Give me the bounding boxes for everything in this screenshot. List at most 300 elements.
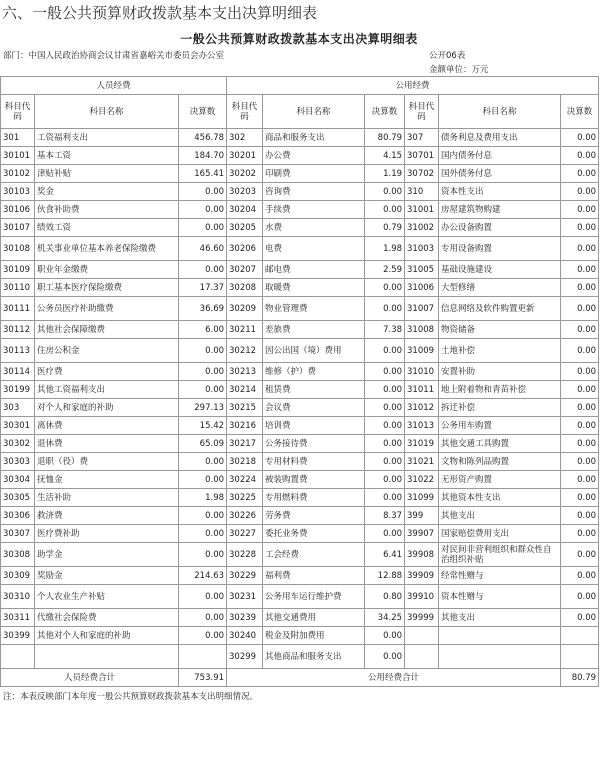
cell-amount: 1.98 [179, 489, 227, 507]
cell-name: 对个人和家庭的补助 [35, 399, 179, 417]
table-row [1, 381, 599, 399]
cell-name: 维修（护）费 [263, 363, 365, 381]
cell-amount: 0.00 [365, 435, 405, 453]
cell-code: 30299 [227, 645, 263, 669]
cell-name: 拆迁补偿 [439, 399, 561, 417]
cell-code: 30240 [227, 627, 263, 645]
cell-code: 30218 [227, 453, 263, 471]
cell-name: 其他支出 [439, 507, 561, 525]
col-code-header: 科目代码 [405, 95, 439, 129]
cell-amount: 165.41 [179, 165, 227, 183]
cell-name: 奖金 [35, 183, 179, 201]
cell-amount: 0.00 [179, 339, 227, 363]
cell-name: 被装购置费 [263, 471, 365, 489]
cell-amount: 0.00 [365, 381, 405, 399]
table-row [1, 297, 599, 321]
cell-amount: 0.00 [561, 609, 599, 627]
cell-amount: 0.00 [179, 609, 227, 627]
cell-code: 30109 [1, 261, 35, 279]
personnel-total-label: 人员经费合计 [1, 669, 179, 687]
cell-name: 债务利息及费用支出 [439, 129, 561, 147]
cell-code: 30114 [1, 363, 35, 381]
cell-code: 30108 [1, 237, 35, 261]
cell-code: 30203 [227, 183, 263, 201]
cell-name: 其他支出 [439, 609, 561, 627]
cell-code: 30303 [1, 453, 35, 471]
cell-amount [561, 645, 599, 669]
cell-amount: 0.00 [365, 645, 405, 669]
cell-amount: 0.00 [561, 279, 599, 297]
cell-code: 307 [405, 129, 439, 147]
cell-code: 30239 [227, 609, 263, 627]
table-row [1, 219, 599, 237]
cell-code: 39910 [405, 585, 439, 609]
cell-amount: 0.00 [365, 297, 405, 321]
cell-code: 31005 [405, 261, 439, 279]
cell-name: 对民间非营利组织和群众性自治组织补贴 [439, 543, 561, 567]
table-row [1, 399, 599, 417]
cell-code: 310 [405, 183, 439, 201]
cell-code: 30224 [227, 471, 263, 489]
cell-amount: 0.00 [179, 585, 227, 609]
cell-code: 30209 [227, 297, 263, 321]
table-row [1, 339, 599, 363]
cell-code: 30227 [227, 525, 263, 543]
cell-code: 303 [1, 399, 35, 417]
table-row [1, 165, 599, 183]
cell-amount: 0.00 [179, 261, 227, 279]
cell-name: 电费 [263, 237, 365, 261]
cell-amount: 65.09 [179, 435, 227, 453]
cell-name: 医疗费 [35, 363, 179, 381]
cell-amount: 46.60 [179, 237, 227, 261]
cell-name: 办公费 [263, 147, 365, 165]
cell-name: 福利费 [263, 567, 365, 585]
cell-code: 39908 [405, 543, 439, 567]
col-name-header: 科目名称 [439, 95, 561, 129]
cell-code: 30216 [227, 417, 263, 435]
cell-name [439, 645, 561, 669]
cell-code: 30702 [405, 165, 439, 183]
cell-name: 国外债务付息 [439, 165, 561, 183]
cell-amount: 0.00 [561, 321, 599, 339]
cell-amount: 4.15 [365, 147, 405, 165]
cell-name: 税金及附加费用 [263, 627, 365, 645]
table-row [1, 543, 599, 567]
table-row [1, 147, 599, 165]
cell-code: 30206 [227, 237, 263, 261]
cell-code: 31021 [405, 453, 439, 471]
cell-name: 工会经费 [263, 543, 365, 567]
cell-amount: 0.00 [365, 183, 405, 201]
cell-amount: 0.00 [365, 399, 405, 417]
cell-code: 31007 [405, 297, 439, 321]
cell-name: 其他交通费用 [263, 609, 365, 627]
cell-name: 代缴社会保险费 [35, 609, 179, 627]
cell-amount: 0.00 [561, 165, 599, 183]
cell-name: 其他交通工具购置 [439, 435, 561, 453]
cell-code: 30305 [1, 489, 35, 507]
cell-code: 39907 [405, 525, 439, 543]
cell-amount: 17.37 [179, 279, 227, 297]
cell-amount: 0.00 [561, 261, 599, 279]
cell-name: 安置补助 [439, 363, 561, 381]
cell-amount: 0.00 [179, 627, 227, 645]
cell-amount: 0.00 [179, 219, 227, 237]
cell-code: 30215 [227, 399, 263, 417]
cell-code: 30113 [1, 339, 35, 363]
cell-amount: 0.00 [365, 279, 405, 297]
department-label: 部门：中国人民政治协商会议甘肃省嘉峪关市委员会办公室 [3, 51, 225, 61]
cell-name: 退职（役）费 [35, 453, 179, 471]
cell-amount: 0.00 [365, 453, 405, 471]
cell-amount: 0.00 [365, 201, 405, 219]
cell-code: 30110 [1, 279, 35, 297]
cell-code: 31002 [405, 219, 439, 237]
cell-code: 301 [1, 129, 35, 147]
cell-name: 医疗费补助 [35, 525, 179, 543]
cell-code: 30208 [227, 279, 263, 297]
cell-amount: 297.13 [179, 399, 227, 417]
table-row [1, 237, 599, 261]
cell-amount: 0.00 [365, 363, 405, 381]
table-row [1, 507, 599, 525]
cell-code: 30311 [1, 609, 35, 627]
cell-name: 机关事业单位基本养老保险缴费 [35, 237, 179, 261]
cell-name: 资本性赠与 [439, 585, 561, 609]
cell-code: 30103 [1, 183, 35, 201]
cell-amount: 0.00 [561, 507, 599, 525]
cell-amount: 0.00 [365, 417, 405, 435]
cell-code: 30112 [1, 321, 35, 339]
cell-name: 物资储备 [439, 321, 561, 339]
cell-amount: 0.00 [561, 237, 599, 261]
col-amount-header: 决算数 [561, 95, 599, 129]
cell-code: 30199 [1, 381, 35, 399]
cell-code: 39999 [405, 609, 439, 627]
cell-name: 文物和陈列品购置 [439, 453, 561, 471]
cell-code: 30307 [1, 525, 35, 543]
cell-name: 商品和服务支出 [263, 129, 365, 147]
cell-code: 31008 [405, 321, 439, 339]
cell-name: 国家赔偿费用支出 [439, 525, 561, 543]
cell-amount: 0.00 [179, 381, 227, 399]
cell-name: 基础设施建设 [439, 261, 561, 279]
cell-name: 印刷费 [263, 165, 365, 183]
cell-amount: 6.00 [179, 321, 227, 339]
cell-name: 邮电费 [263, 261, 365, 279]
cell-code: 30201 [227, 147, 263, 165]
cell-code: 31022 [405, 471, 439, 489]
cell-name: 土地补偿 [439, 339, 561, 363]
form-number: 公开06表 [429, 51, 466, 61]
cell-name: 会议费 [263, 399, 365, 417]
cell-amount: 0.00 [561, 363, 599, 381]
cell-name: 离休费 [35, 417, 179, 435]
cell-code: 30399 [1, 627, 35, 645]
cell-name: 基本工资 [35, 147, 179, 165]
cell-amount: 8.37 [365, 507, 405, 525]
cell-name: 其他对个人和家庭的补助 [35, 627, 179, 645]
cell-name: 水费 [263, 219, 365, 237]
cell-amount: 0.00 [365, 627, 405, 645]
cell-code: 31001 [405, 201, 439, 219]
public-group-header: 公用经费 [227, 77, 599, 95]
cell-name: 专用设备购置 [439, 237, 561, 261]
cell-name: 无形资产购置 [439, 471, 561, 489]
cell-name: 办公设备购置 [439, 219, 561, 237]
cell-name: 地上附着物和青苗补偿 [439, 381, 561, 399]
table-title: 一般公共预算财政拨款基本支出决算明细表 [180, 32, 418, 46]
cell-code: 31013 [405, 417, 439, 435]
cell-code: 30302 [1, 435, 35, 453]
cell-code: 31011 [405, 381, 439, 399]
cell-name: 差旅费 [263, 321, 365, 339]
cell-name: 房屋建筑物购建 [439, 201, 561, 219]
cell-name: 专用燃料费 [263, 489, 365, 507]
col-code-header: 科目代码 [227, 95, 263, 129]
cell-name: 生活补助 [35, 489, 179, 507]
cell-name: 奖励金 [35, 567, 179, 585]
cell-name: 职工基本医疗保险缴费 [35, 279, 179, 297]
cell-code: 31003 [405, 237, 439, 261]
table-row [1, 129, 599, 147]
cell-name: 住房公积金 [35, 339, 179, 363]
cell-amount: 0.79 [365, 219, 405, 237]
cell-code: 30212 [227, 339, 263, 363]
cell-amount: 0.00 [179, 525, 227, 543]
cell-amount: 12.88 [365, 567, 405, 585]
cell-amount: 0.00 [365, 471, 405, 489]
cell-amount: 0.00 [561, 297, 599, 321]
cell-amount: 0.00 [561, 453, 599, 471]
cell-code: 30225 [227, 489, 263, 507]
cell-amount: 0.00 [561, 183, 599, 201]
personnel-group-header: 人员经费 [1, 77, 227, 95]
cell-amount: 0.00 [179, 201, 227, 219]
cell-code: 31099 [405, 489, 439, 507]
cell-name: 物业管理费 [263, 297, 365, 321]
col-amount-header: 决算数 [365, 95, 405, 129]
cell-name: 其他工资福利支出 [35, 381, 179, 399]
cell-amount: 0.00 [561, 543, 599, 567]
cell-name: 因公出国（境）费用 [263, 339, 365, 363]
table-row [1, 453, 599, 471]
cell-amount: 0.00 [561, 201, 599, 219]
cell-name: 经常性赠与 [439, 567, 561, 585]
cell-code [405, 645, 439, 669]
cell-name: 助学金 [35, 543, 179, 567]
cell-amount: 15.42 [179, 417, 227, 435]
cell-code: 30229 [227, 567, 263, 585]
cell-name: 职业年金缴费 [35, 261, 179, 279]
table-row [1, 627, 599, 645]
table-row [1, 645, 599, 669]
amount-unit: 金额单位：万元 [429, 65, 489, 75]
expenditure-table [0, 76, 599, 687]
cell-code: 30310 [1, 585, 35, 609]
cell-amount: 0.00 [561, 381, 599, 399]
report-frame [0, 30, 598, 705]
table-row [1, 201, 599, 219]
cell-amount: 184.70 [179, 147, 227, 165]
cell-name: 专用材料费 [263, 453, 365, 471]
table-row [1, 585, 599, 609]
cell-amount: 0.00 [561, 585, 599, 609]
cell-name: 国内债务付息 [439, 147, 561, 165]
cell-name: 其他资本性支出 [439, 489, 561, 507]
cell-name: 大型修缮 [439, 279, 561, 297]
cell-name: 津贴补贴 [35, 165, 179, 183]
cell-amount: 0.00 [365, 489, 405, 507]
cell-code: 30106 [1, 201, 35, 219]
cell-name: 手续费 [263, 201, 365, 219]
cell-amount: 0.00 [179, 507, 227, 525]
cell-amount: 456.78 [179, 129, 227, 147]
col-code-header: 科目代码 [1, 95, 35, 129]
cell-name [35, 645, 179, 669]
table-row [1, 363, 599, 381]
col-name-header: 科目名称 [263, 95, 365, 129]
cell-name: 其他社会保障缴费 [35, 321, 179, 339]
cell-amount: 6.41 [365, 543, 405, 567]
cell-code: 30308 [1, 543, 35, 567]
cell-amount: 214.63 [179, 567, 227, 585]
cell-code: 30102 [1, 165, 35, 183]
cell-code: 30306 [1, 507, 35, 525]
cell-name: 其他商品和服务支出 [263, 645, 365, 669]
table-row [1, 525, 599, 543]
cell-code: 399 [405, 507, 439, 525]
cell-amount: 0.00 [179, 471, 227, 489]
cell-amount: 0.80 [365, 585, 405, 609]
cell-amount: 0.00 [561, 435, 599, 453]
cell-amount: 0.00 [179, 363, 227, 381]
cell-amount: 36.69 [179, 297, 227, 321]
cell-code: 302 [227, 129, 263, 147]
cell-name: 公务用车购置 [439, 417, 561, 435]
col-amount-header: 决算数 [179, 95, 227, 129]
cell-amount: 0.00 [561, 489, 599, 507]
cell-code: 30231 [227, 585, 263, 609]
table-row [1, 435, 599, 453]
col-name-header: 科目名称 [35, 95, 179, 129]
cell-code: 30204 [227, 201, 263, 219]
cell-amount: 0.00 [561, 339, 599, 363]
cell-name [439, 627, 561, 645]
table-row [1, 609, 599, 627]
cell-code: 30304 [1, 471, 35, 489]
table-row [1, 471, 599, 489]
cell-name: 信息网络及软件购置更新 [439, 297, 561, 321]
cell-amount: 1.98 [365, 237, 405, 261]
cell-amount: 0.00 [561, 567, 599, 585]
cell-amount: 0.00 [179, 453, 227, 471]
cell-name: 抚恤金 [35, 471, 179, 489]
cell-amount: 0.00 [561, 399, 599, 417]
cell-amount: 0.00 [365, 525, 405, 543]
cell-amount [179, 645, 227, 669]
cell-name: 咨询费 [263, 183, 365, 201]
cell-name: 公务用车运行维护费 [263, 585, 365, 609]
cell-code: 31019 [405, 435, 439, 453]
cell-code: 30111 [1, 297, 35, 321]
cell-code: 30205 [227, 219, 263, 237]
report-meta [0, 48, 598, 76]
cell-amount: 0.00 [561, 471, 599, 489]
cell-code: 31012 [405, 399, 439, 417]
cell-amount: 7.38 [365, 321, 405, 339]
cell-name: 培训费 [263, 417, 365, 435]
table-row [1, 567, 599, 585]
cell-code: 30211 [227, 321, 263, 339]
cell-code: 30107 [1, 219, 35, 237]
cell-code: 39909 [405, 567, 439, 585]
cell-name: 资本性支出 [439, 183, 561, 201]
cell-amount: 0.00 [179, 183, 227, 201]
cell-amount: 0.00 [561, 147, 599, 165]
cell-amount: 0.00 [561, 129, 599, 147]
cell-name: 个人农业生产补贴 [35, 585, 179, 609]
cell-code: 30202 [227, 165, 263, 183]
public-total-value: 80.79 [561, 669, 599, 687]
cell-code: 30228 [227, 543, 263, 567]
cell-name: 劳务费 [263, 507, 365, 525]
cell-name: 工资福利支出 [35, 129, 179, 147]
cell-code: 30207 [227, 261, 263, 279]
page-heading: 六、一般公共预算财政拨款基本支出决算明细表 [2, 4, 318, 22]
cell-name: 救济费 [35, 507, 179, 525]
cell-code: 30217 [227, 435, 263, 453]
cell-amount: 2.59 [365, 261, 405, 279]
cell-code: 31010 [405, 363, 439, 381]
cell-name: 委托业务费 [263, 525, 365, 543]
cell-name: 取暖费 [263, 279, 365, 297]
cell-amount: 0.00 [365, 339, 405, 363]
cell-amount: 34.25 [365, 609, 405, 627]
table-row [1, 321, 599, 339]
cell-code [405, 627, 439, 645]
cell-code: 30301 [1, 417, 35, 435]
cell-code: 31009 [405, 339, 439, 363]
cell-amount: 1.19 [365, 165, 405, 183]
cell-code: 30226 [227, 507, 263, 525]
table-body [1, 129, 599, 669]
cell-code: 30213 [227, 363, 263, 381]
cell-name: 绩效工资 [35, 219, 179, 237]
cell-code: 30101 [1, 147, 35, 165]
cell-code [1, 645, 35, 669]
cell-name: 退休费 [35, 435, 179, 453]
cell-amount: 0.00 [561, 417, 599, 435]
table-row [1, 417, 599, 435]
table-row [1, 183, 599, 201]
personnel-total-value: 753.91 [179, 669, 227, 687]
cell-name: 租赁费 [263, 381, 365, 399]
cell-code: 30701 [405, 147, 439, 165]
cell-amount: 0.00 [179, 543, 227, 567]
cell-amount: 80.79 [365, 129, 405, 147]
cell-amount: 0.00 [561, 525, 599, 543]
cell-name: 公务接待费 [263, 435, 365, 453]
cell-name: 伙食补助费 [35, 201, 179, 219]
table-row [1, 489, 599, 507]
cell-amount [561, 627, 599, 645]
cell-code: 31006 [405, 279, 439, 297]
footnote: 注：本表反映部门本年度一般公共预算财政拨款基本支出明细情况。 [3, 692, 259, 702]
cell-code: 30214 [227, 381, 263, 399]
cell-amount: 0.00 [561, 219, 599, 237]
